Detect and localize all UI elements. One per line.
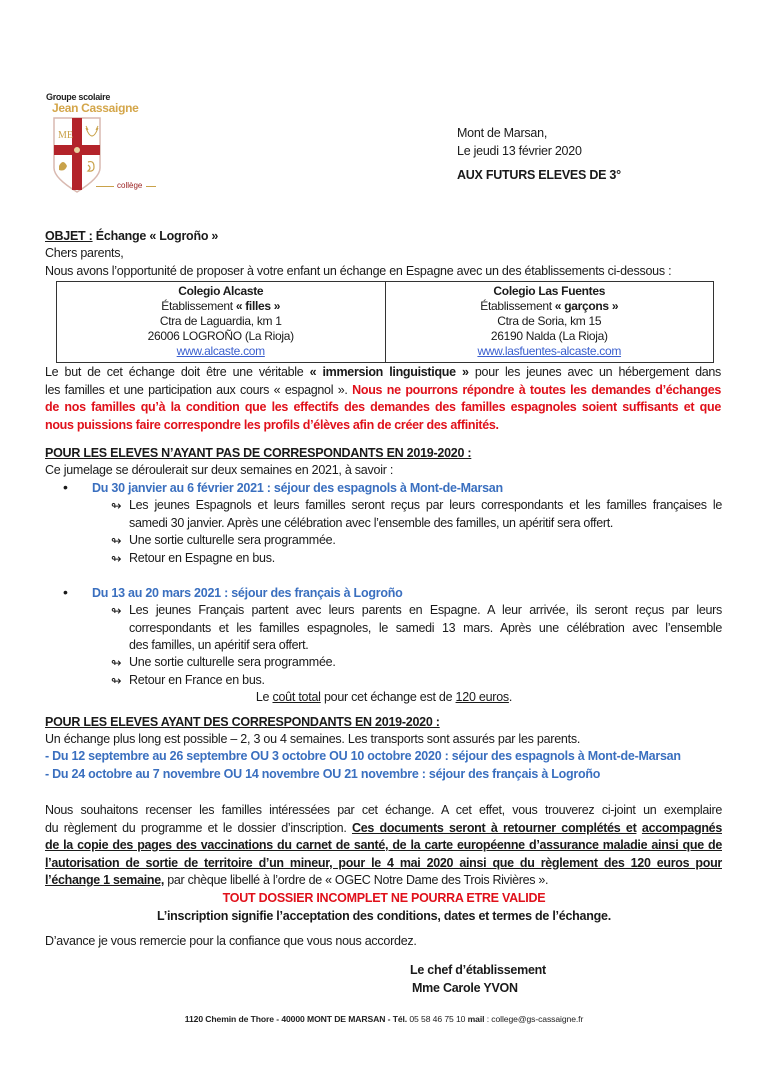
cost-label: coût total bbox=[272, 690, 321, 704]
registration-emphasis: l’autorisation de sortie de territoire d’un mineur, pour le 4 mai 2020 ainsi que du règlement des 120 euros pour bbox=[45, 855, 722, 870]
footer-contact bbox=[0, 1014, 768, 1024]
stay-item: Une sortie culturelle sera programmée. bbox=[129, 655, 336, 669]
signature-name: Mme Carole YVON bbox=[412, 981, 518, 995]
purpose-line bbox=[45, 364, 721, 382]
schools-table bbox=[56, 281, 714, 363]
purpose-line bbox=[45, 382, 721, 400]
purpose-paragraph bbox=[45, 364, 721, 434]
school-crest-icon bbox=[52, 116, 102, 194]
signature-title: Le chef d’établissement bbox=[410, 963, 546, 977]
registration-emphasis: de la copie des pages des vaccinations du carnet de santé, de la carte européenne d’assurance maladie ainsi que de bbox=[45, 838, 722, 852]
school-website-link[interactable]: www.alcaste.com bbox=[176, 344, 265, 358]
school-type-value: « garçons » bbox=[554, 299, 619, 313]
logo-group-label: Groupe scolaire bbox=[46, 92, 111, 102]
section2-title: POUR LES ELEVES AYANT DES CORRESPONDANTS EN 2019-2020 : bbox=[45, 715, 440, 729]
cost-amount: 120 euros bbox=[455, 690, 509, 704]
stay-item bbox=[129, 497, 722, 532]
purpose-text: les familles et une participation aux cours « espagnol ». bbox=[45, 382, 353, 397]
closing-text: D’avance je vous remercie pour la confiance que vous nous accordez. bbox=[45, 934, 417, 948]
logo-school-name: Jean Cassaigne bbox=[52, 101, 139, 115]
stay-title: Du 30 janvier au 6 février 2021 : séjour des espagnols à Mont-de-Marsan bbox=[92, 481, 503, 495]
registration-emphasis: l’échange 1 semaine, bbox=[45, 873, 165, 887]
logo-divider-left bbox=[96, 186, 114, 187]
section1-title: POUR LES ELEVES N’AYANT PAS DE CORRESPONDANTS EN 2019-2020 : bbox=[45, 446, 472, 460]
stay-item-line: correspondants et les familles espagnoles, le samedi 13 mars. Après une célébration avec l’ensemble bbox=[129, 620, 722, 635]
cost-text: . bbox=[508, 690, 513, 704]
purpose-text: Le but de cet échange doit être une véritable bbox=[45, 365, 310, 379]
footer-address: 1120 Chemin de Thore - 40000 MONT DE MARSAN - bbox=[184, 1014, 393, 1024]
stay-item-line: Les jeunes Espagnols et leurs familles seront reçus par leurs correspondants et les familles françaises le bbox=[129, 498, 722, 512]
logo-divider-right bbox=[146, 186, 156, 187]
school-type-prefix: Établissement bbox=[161, 299, 236, 313]
registration-text: par chèque libellé à l’ordre de « OGEC Notre Dame des Trois Rivières ». bbox=[164, 873, 549, 887]
header-recipient: AUX FUTURS ELEVES DE 3° bbox=[457, 168, 621, 182]
school-cell-las-fuentes bbox=[385, 282, 714, 362]
purpose-warning: nous puissions faire correspondre les profils d’élèves afin de créer des affinités. bbox=[45, 417, 499, 432]
school-website-link[interactable]: www.lasfuentes-alcaste.com bbox=[477, 344, 622, 358]
school-type-value: « filles » bbox=[235, 299, 281, 313]
arrow-icon: ↬ bbox=[111, 656, 122, 670]
header-date: Le jeudi 13 février 2020 bbox=[457, 144, 582, 158]
subject-line bbox=[45, 228, 218, 245]
stay-item: Une sortie culturelle sera programmée. bbox=[129, 533, 336, 547]
arrow-icon: ↬ bbox=[111, 552, 122, 566]
school-name: Colegio Alcaste bbox=[178, 284, 264, 298]
arrow-icon: ↬ bbox=[111, 499, 122, 513]
registration-emphasis: Ces documents seront à retourner complétés et bbox=[351, 820, 637, 835]
stay-item bbox=[129, 602, 722, 655]
school-type-prefix: Établissement bbox=[480, 299, 555, 313]
footer-mail-label: mail bbox=[467, 1014, 485, 1024]
stay-item: Retour en France en bus. bbox=[129, 673, 265, 687]
registration-text: du règlement du programme et le dossier d’inscription. bbox=[45, 820, 352, 835]
cost-line bbox=[0, 689, 768, 706]
registration-emphasis: accompagnés bbox=[641, 820, 722, 835]
school-type bbox=[386, 299, 714, 314]
school-type bbox=[57, 299, 385, 314]
cost-text: pour cet échange est de bbox=[320, 690, 456, 704]
school-address-line2: 26190 Nalda (La Rioja) bbox=[490, 329, 608, 343]
purpose-warning: de nos familles qu’à la condition que les effectifs des demandes des familles espagnoles soient suffisants et que bbox=[45, 400, 721, 414]
purpose-emphasis: « immersion linguistique » bbox=[309, 365, 469, 379]
greeting: Chers parents, bbox=[45, 246, 124, 260]
school-address-line1: Ctra de Laguardia, km 1 bbox=[159, 314, 282, 328]
logo-college-label: collège bbox=[117, 181, 143, 190]
registration-paragraph bbox=[45, 802, 722, 890]
registration-line bbox=[45, 872, 722, 890]
bullet-icon: • bbox=[63, 479, 68, 495]
arrow-icon: ↬ bbox=[111, 604, 122, 618]
intro-text: Nous avons l’opportunité de proposer à votre enfant un échange en Espagne avec un des établissements ci-dessous : bbox=[45, 264, 672, 278]
section2-date: - Du 24 octobre au 7 novembre OU 14 novembre OU 21 novembre : séjour des français à Logroño bbox=[45, 767, 601, 781]
stay-title: Du 13 au 20 mars 2021 : séjour des français à Logroño bbox=[92, 586, 403, 600]
section2-intro: Un échange plus long est possible – 2, 3 ou 4 semaines. Les transports sont assurés par les parents. bbox=[45, 732, 581, 746]
bullet-icon: • bbox=[63, 584, 68, 600]
section2-date: - Du 12 septembre au 26 septembre OU 3 octobre OU 10 octobre 2020 : séjour des espagnols à Mont-de-Marsan bbox=[45, 749, 681, 763]
purpose-text: pour les jeunes avec un hébergement dans bbox=[468, 365, 722, 379]
stay-item: Retour en Espagne en bus. bbox=[129, 551, 275, 565]
footer-tel-label: Tél. bbox=[392, 1014, 408, 1024]
svg-text:ME: ME bbox=[58, 130, 73, 141]
section1-intro: Ce jumelage se déroulerait sur deux semaines en 2021, à savoir : bbox=[45, 463, 394, 477]
subject-text: Échange « Logroño » bbox=[92, 229, 219, 243]
incomplete-warning: TOUT DOSSIER INCOMPLET NE POURRA ETRE VALIDE bbox=[222, 891, 546, 905]
registration-line: Nous souhaitons recenser les familles intéressées par cet échange. A cet effet, vous trouverez ci-joint un exemplaire bbox=[45, 803, 722, 817]
purpose-warning: Nous ne pourrons répondre à toutes les demandes d’échanges bbox=[352, 382, 722, 397]
arrow-icon: ↬ bbox=[111, 674, 122, 688]
school-address-line2: 26006 LOGROÑO (La Rioja) bbox=[147, 329, 294, 343]
school-cell-alcaste bbox=[57, 282, 385, 362]
stay-item-line: samedi 30 janvier. Après une célébration avec l’ensemble des familles, un apéritif sera offert. bbox=[129, 515, 614, 530]
stay-item-line: Les jeunes Français partent avec leurs parents en Espagne. A leur arrivée, ils seront reçus par leurs bbox=[129, 603, 722, 617]
cost-text: Le bbox=[255, 690, 273, 704]
acceptance-note: L’inscription signifie l’acceptation des conditions, dates et termes de l’échange. bbox=[157, 909, 611, 923]
arrow-icon: ↬ bbox=[111, 534, 122, 548]
school-name: Colegio Las Fuentes bbox=[493, 284, 606, 298]
footer-tel: 05 58 46 75 10 bbox=[407, 1014, 468, 1024]
stay-item-line: des familles, un apéritif sera offert. bbox=[129, 638, 309, 652]
registration-line bbox=[45, 820, 722, 838]
header-place: Mont de Marsan, bbox=[457, 126, 548, 140]
school-address-line1: Ctra de Soria, km 15 bbox=[497, 314, 602, 328]
subject-label: OBJET : bbox=[45, 229, 93, 243]
footer-mail: : college@gs-cassaigne.fr bbox=[484, 1014, 584, 1024]
